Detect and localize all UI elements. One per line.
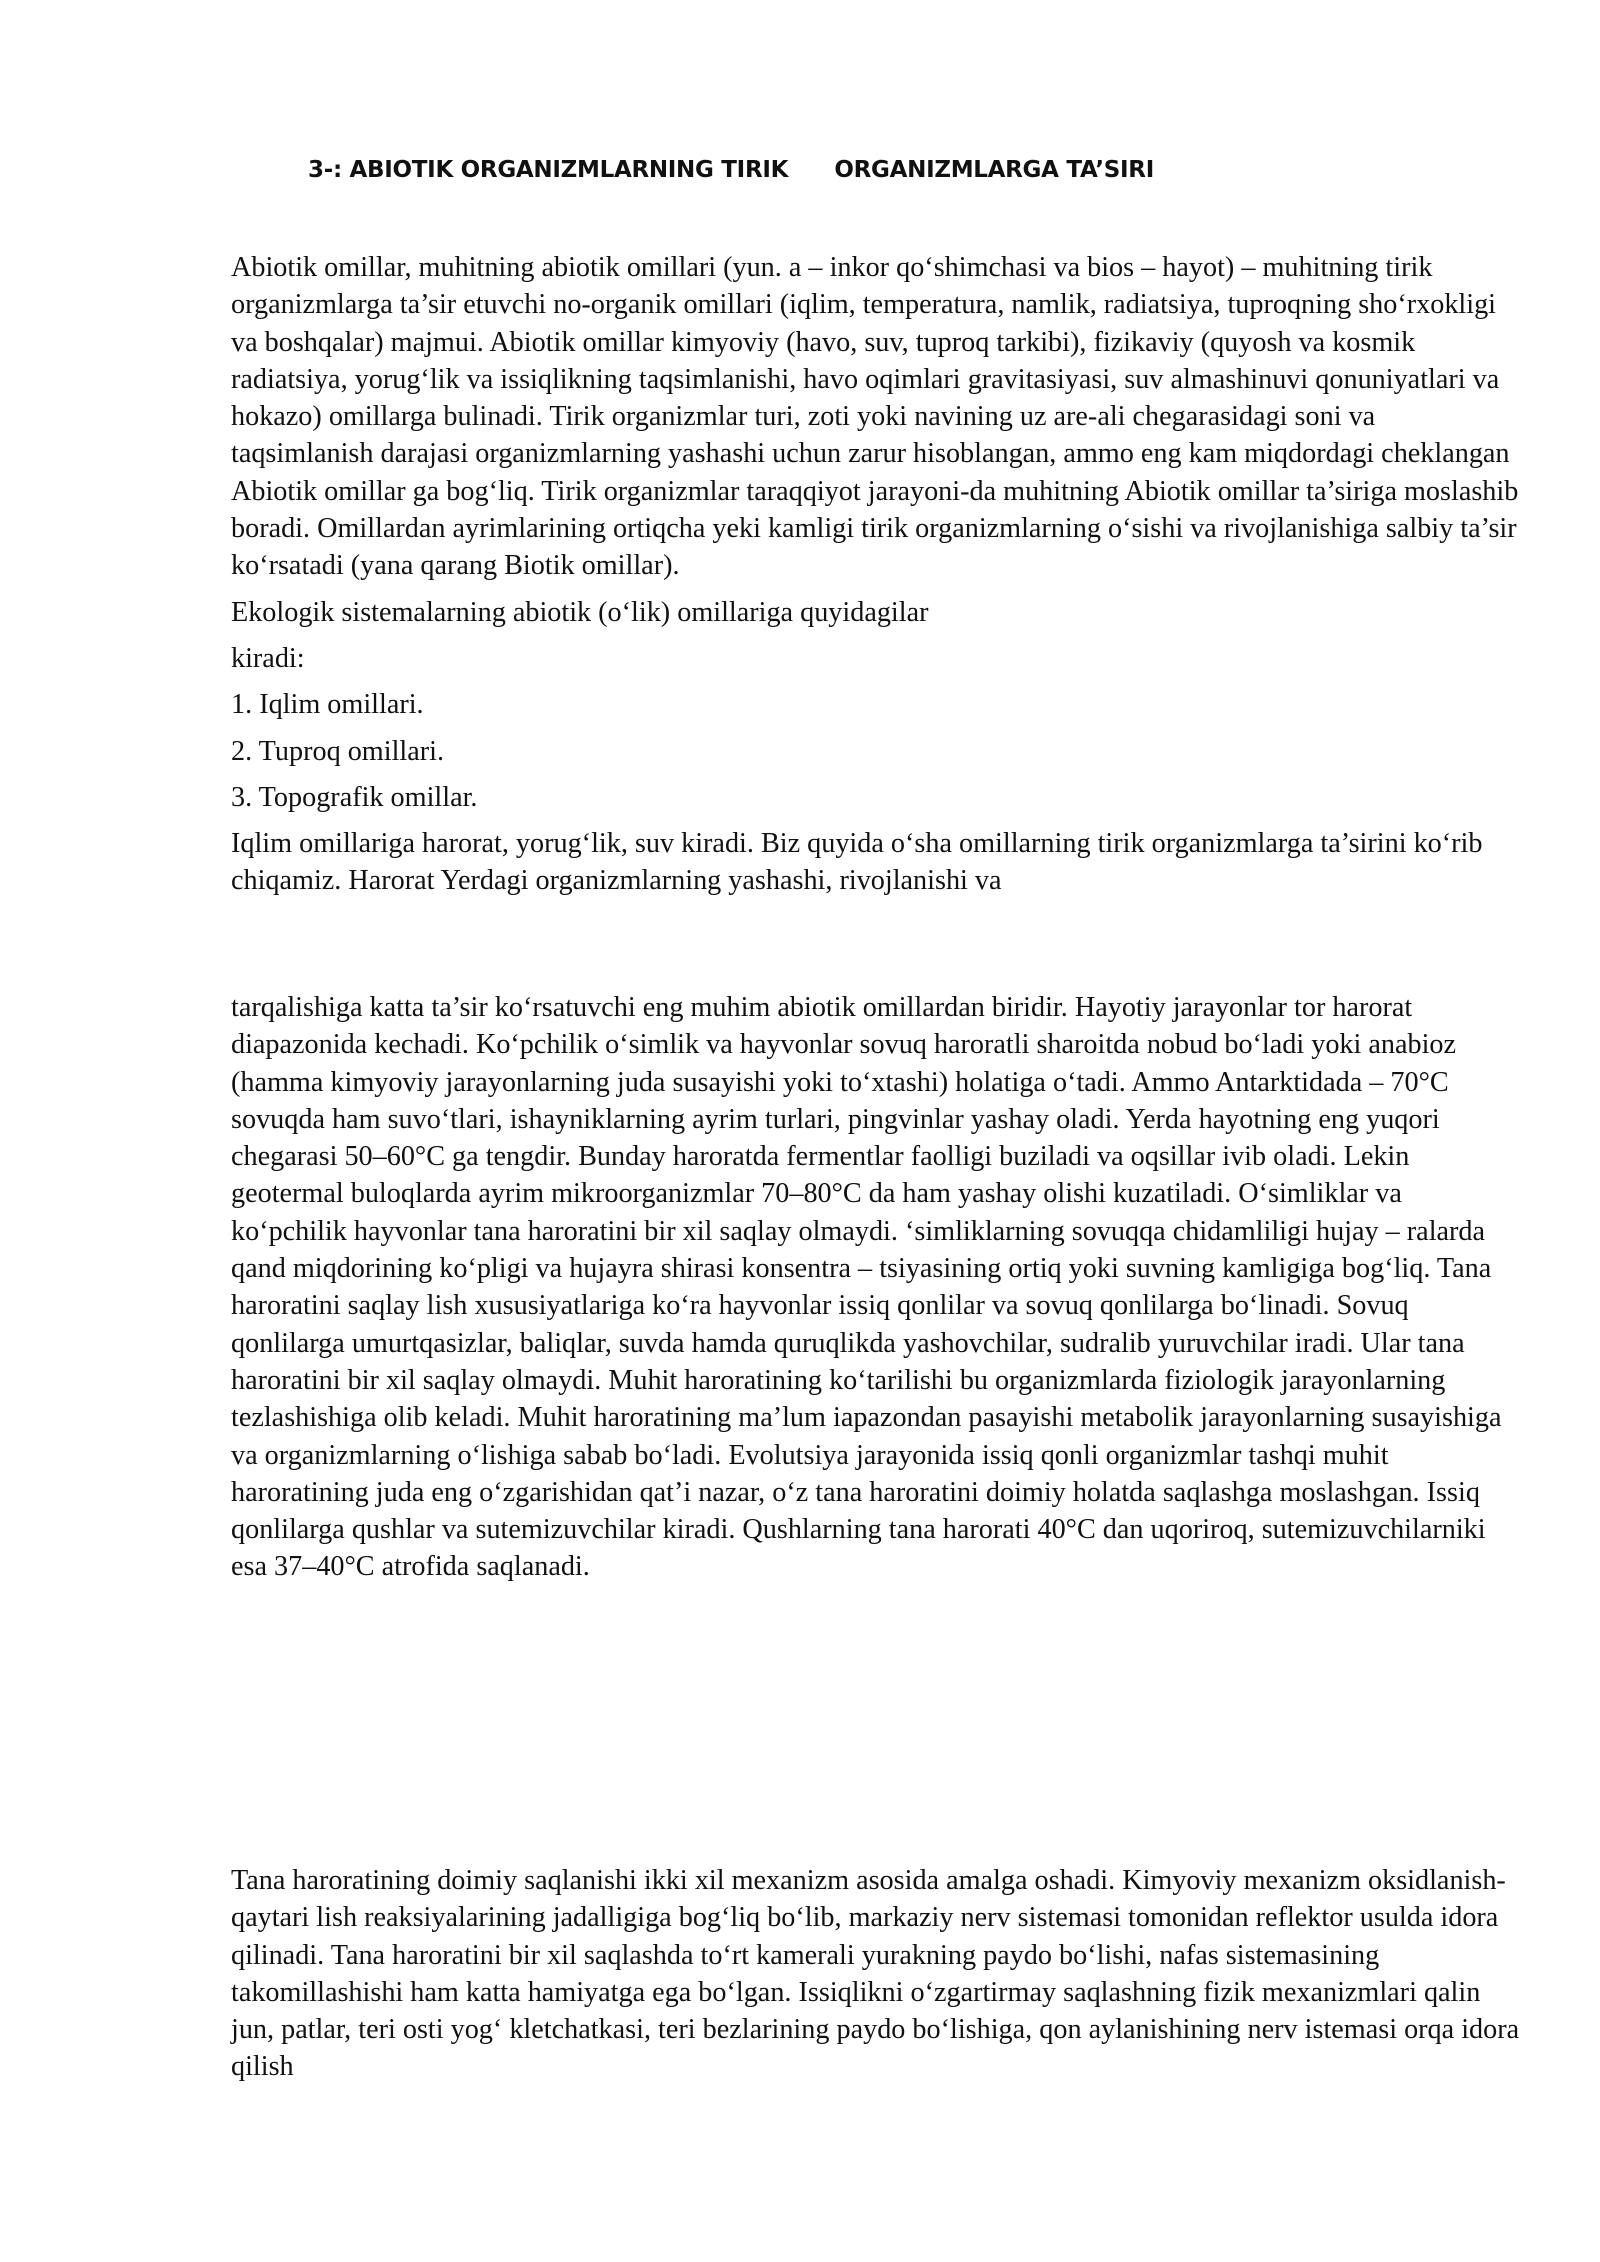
list-item: 3. Topografik omillar. bbox=[231, 781, 478, 813]
paragraph-iqlim-omillari: Iqlim omillariga harorat, yorug‘lik, suv kiradi. Biz quyida o‘sha omillarning tirik organizmlarga ta’sirini ko‘rib chiqamiz. Harorat Yerdagi organizmlarning yashashi, rivojlanishi va bbox=[231, 828, 1483, 897]
list-item: 1. Iqlim omillari. bbox=[231, 689, 424, 721]
paragraph-abiotik-omillar: Abiotik omillar, muhitning abiotik omillari (yun. a – inkor qo‘shimchasi va bios – hayot) – muhitning tirik organizmlarga ta’sir etuvchi no-organik omillari (iqlim, temperatura, namlik, radiatsiya, tuproqning sho‘rxokligi va boshqalar) majmui. Abiotik omillar kimyoviy (havo, suv, tuproq tarkibi), fizikaviy (quyosh va kosmik radiatsiya, yorug‘lik va issiqlikning taqsimlanishi, havo oqimlari gravitasiyasi, suv almashinuvi qonuniyatlari va hokazo) omillarga bulinadi. Tirik organizmlar turi, zoti yoki navining uz are-ali chegarasidagi soni va taqsimlanish darajasi organizmlarning yashashi uchun zarur hisoblangan, ammo eng kam miqdordagi cheklangan Abiotik omillar ga bog‘liq. Tirik organizmlar taraqqiyot jarayoni-da muhitning Abiotik omillar ta’siriga moslashib boradi. Omillardan ayrimlarining ortiqcha yeki kamligi tirik organizmlarning o‘sishi va rivojlanishiga salbiy ta’sir ko‘rsatadi (yana qarang Biotik omillar). bbox=[231, 252, 1519, 582]
paragraph-harorat: tarqalishiga katta ta’sir ko‘rsatuvchi eng muhim abiotik omillardan biridir. Hayotiy jarayonlar tor harorat diapazonida kechadi. Ko‘pchilik o‘simlik va hayvonlar sovuq haroratli sharoitda nobud bo‘ladi yoki anabioz (hamma kimyoviy jarayonlarning juda susayishi yoki to‘xtashi) holatiga o‘tadi. Ammo Antarktidada – 70°C sovuqda ham suvo‘tlari, ishayniklarning ayrim turlari, pingvinlar yashay oladi. Yerda hayotning eng yuqori chegarasi 50–60°C ga tengdir. Bunday haroratda fermentlar faolligi buziladi va oqsillar ivib oladi. Lekin geotermal buloqlarda ayrim mikroorganizmlar 70–80°C da ham yashay olishi kuzatiladi. O‘simliklar va ko‘pchilik hayvonlar tana haroratini bir xil saqlay olmaydi. ‘simliklarning sovuqqa chidamliligi hujay – ralarda qand miqdorining ko‘pligi va hujayra shirasi konsentra – tsiyasining ortiq yoki suvning kamligiga bog‘liq. Tana haroratini saqlay lish xususiyatlariga ko‘ra hayvonlar issiq qonlilar va sovuq qonlilarga bo‘linadi. Sovuq qonlilarga umurtqasizlar, baliqlar, suvda hamda quruqlikda yashovchilar, sudralib yuruvchilar iradi. Ular tana haroratini bir xil saqlay olmaydi. Muhit haroratining ko‘tarilishi bu organizmlarda fiziologik jarayonlarning tezlashishiga olib keladi. Muhit haroratining ma’lum iapazondan pasayishi metabolik jarayonlarning susayishiga va organizmlarning o‘lishiga sabab bo‘ladi. Evolutsiya jarayonida issiq qonli organizmlar tashqi muhit haroratining juda eng o‘zgarishidan qat’i nazar, o‘z tana haroratini doimiy holatda saqlashga moslashgan. Issiq qonlilarga qushlar va sutemizuvchilar kiradi. Qushlarning tana harorati 40°C dan uqoriroq, sutemizuvchilarniki esa 37–40°C atrofida saqlanadi. bbox=[231, 992, 1502, 1583]
list-item: 2. Tuproq omillari. bbox=[231, 735, 445, 767]
paragraph-kiradi: kiradi: bbox=[231, 642, 305, 674]
paragraph-tana-harorati: Tana haroratining doimiy saqlanishi ikki xil mexanizm asosida amalga oshadi. Kimyoviy mexanizm oksidlanish-qaytari lish reaksiyalarining jadalligiga bog‘liq bo‘lib, markaziy nerv sistemasi tomonidan reflektor usulda idora qilinadi. Tana haroratini bir xil saqlashda to‘rt kamerali yurakning paydo bo‘lishi, nafas sistemasining takomillashishi ham katta hamiyatga ega bo‘lgan. Issiqlikni o‘zgartirmay saqlashning fizik mexanizmlari qalin jun, patlar, teri osti yog‘ kletchatkasi, teri bezlarining paydo bo‘lishiga, qon aylanishining nerv istemasi orqa idora qilish bbox=[231, 1865, 1520, 2083]
text-block-top bbox=[231, 249, 1521, 900]
paragraph-ekologik-sistemalar: Ekologik sistemalarning abiotik (o‘lik) omillariga quyidagilar bbox=[231, 596, 929, 628]
page-title: 3-: ABIOTIK ORGANIZMLARNING TIRIK ORGANIZMLARGA TA’SIRI bbox=[308, 157, 1154, 183]
